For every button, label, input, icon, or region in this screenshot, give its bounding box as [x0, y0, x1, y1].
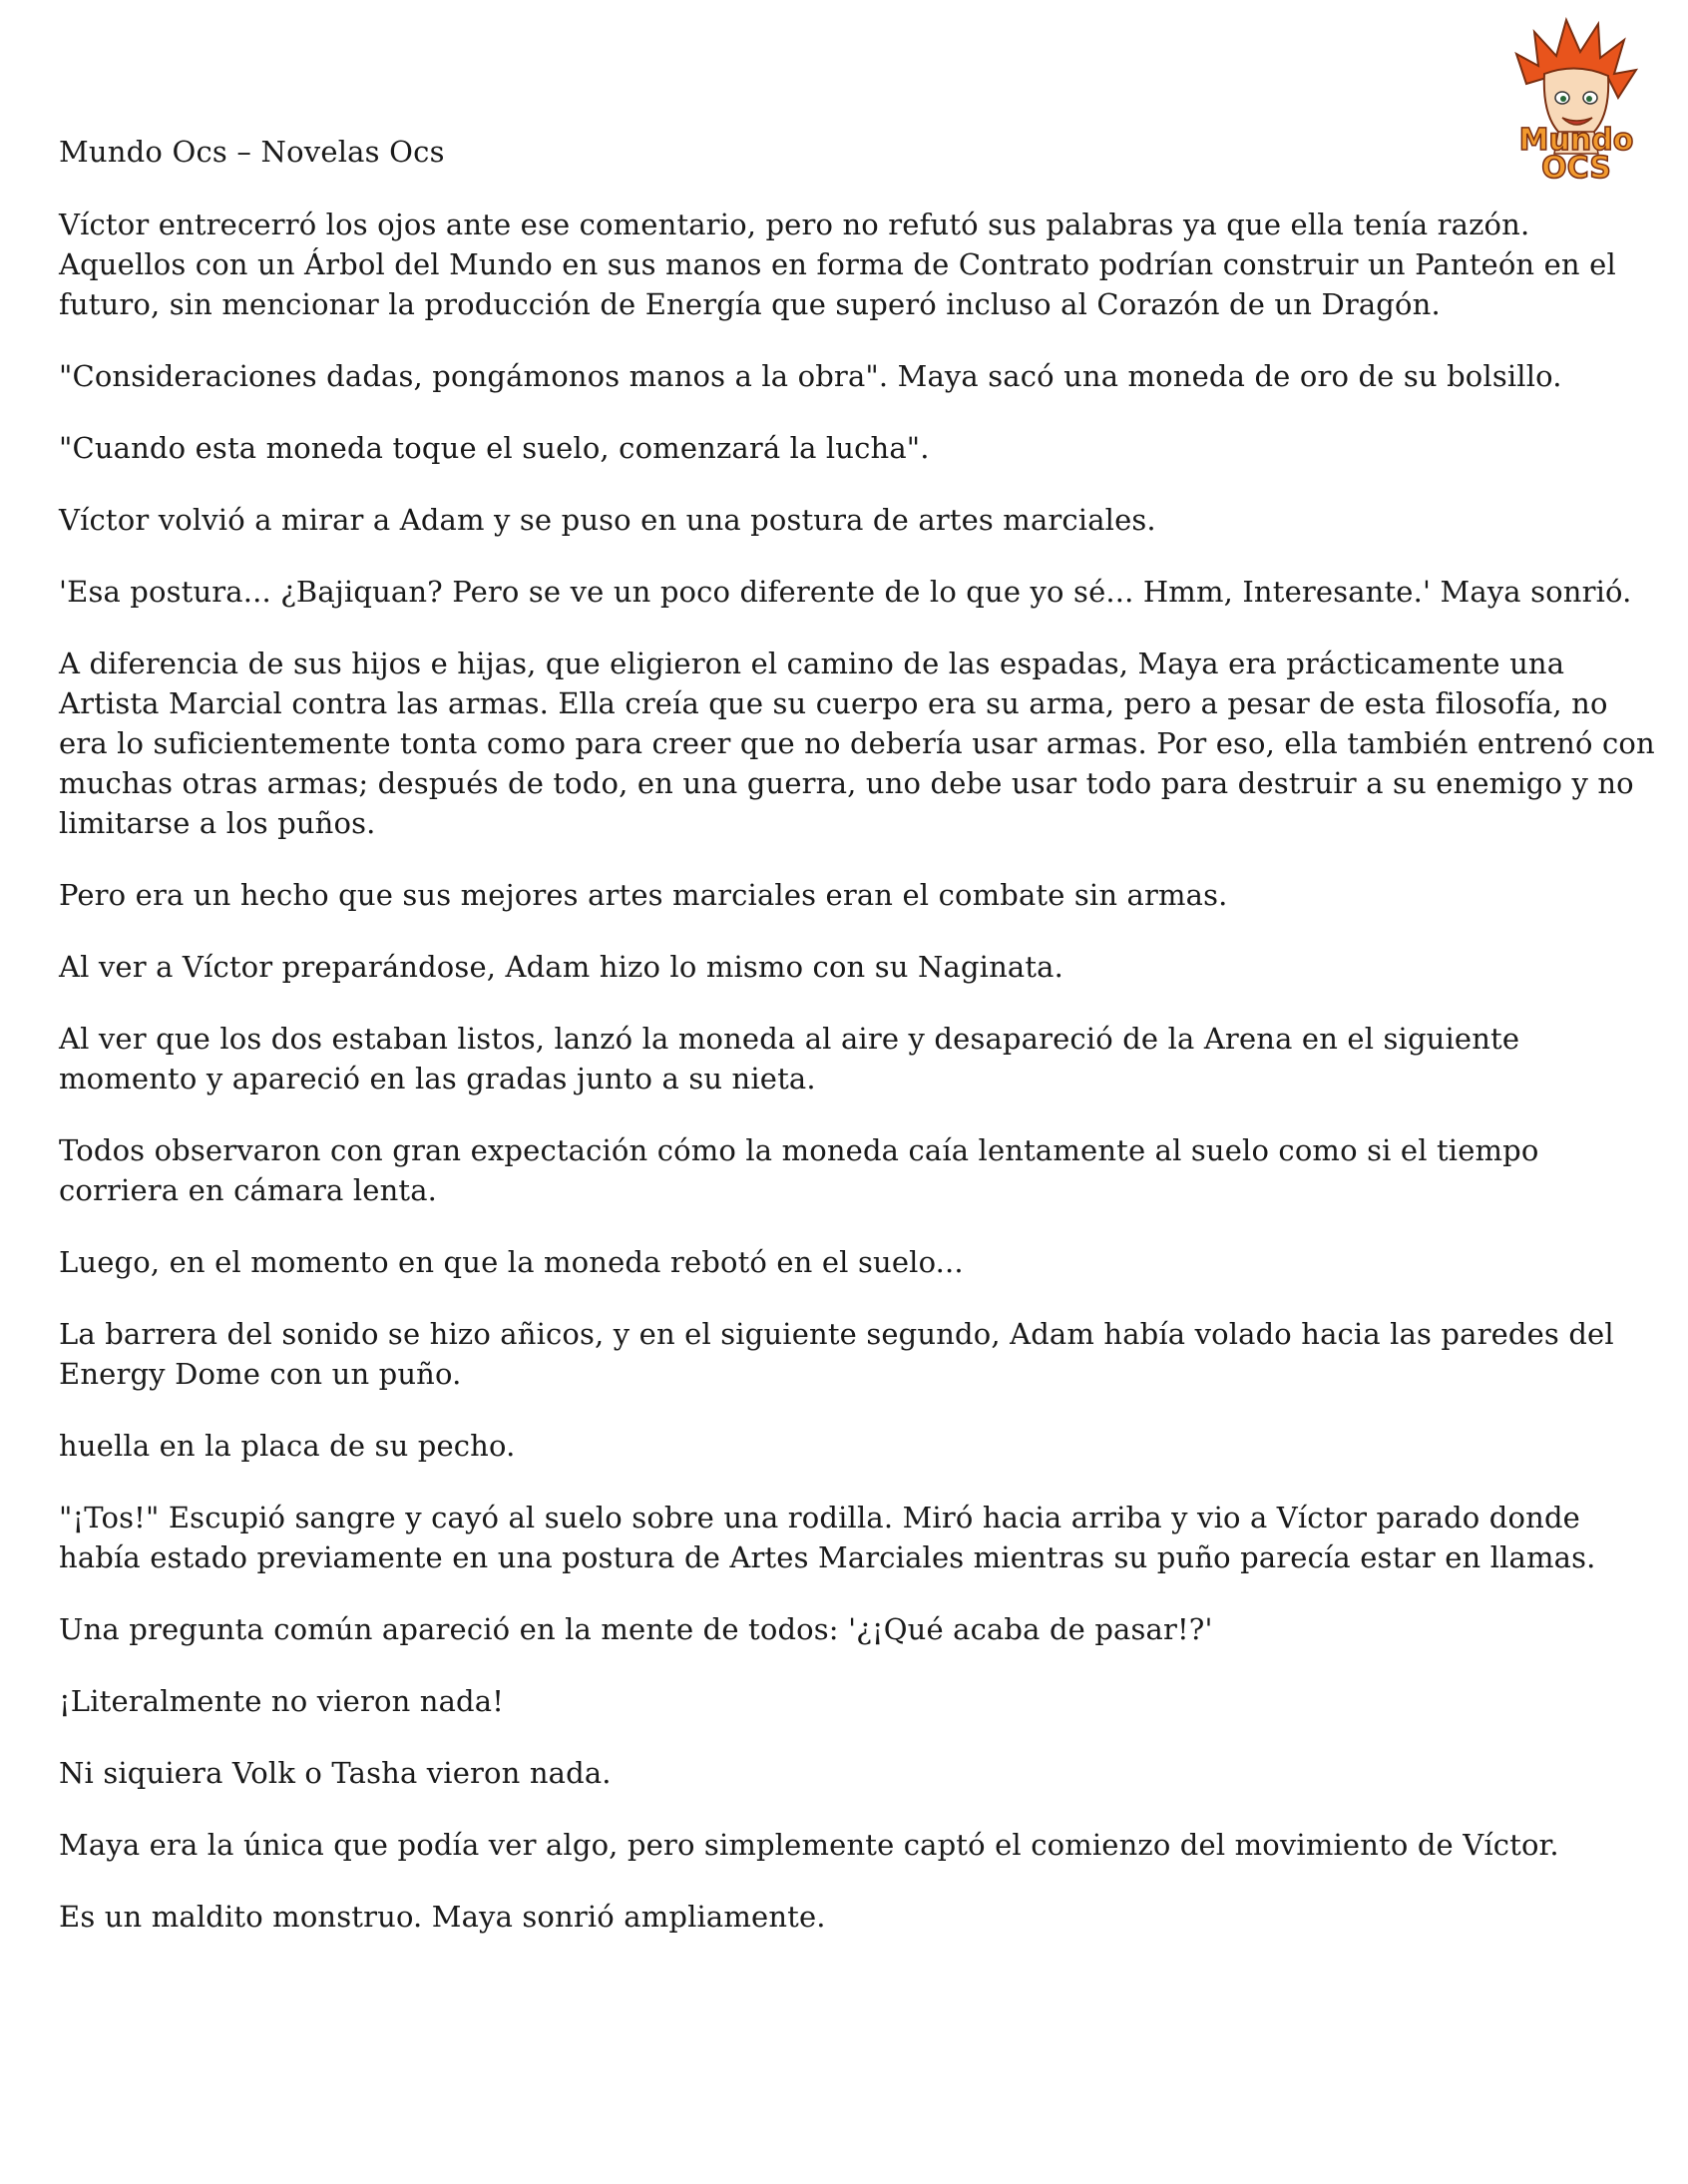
paragraph: Al ver que los dos estaban listos, lanzó la moneda al aire y desapareció de la Arena en el siguiente momento y apareció en las gradas junto a su nieta.	[59, 1022, 1520, 1095]
paragraph: Todos observaron con gran expectación cómo la moneda caía lentamente al suelo como si el tiempo corriera en cámara lenta.	[59, 1133, 1539, 1207]
mundo-ocs-logo	[1496, 14, 1656, 184]
page-header: Mundo Ocs – Novelas Ocs	[59, 135, 445, 169]
paragraph: Pero era un hecho que sus mejores artes marciales eran el combate sin armas.	[59, 878, 1228, 912]
story-content	[59, 205, 1655, 1968]
paragraph: A diferencia de sus hijos e hijas, que eligieron el camino de las espadas, Maya era prácticamente una Artista Marcial contra las armas. Ella creía que su cuerpo era su arma, pero a pesar de esta filosofía, no era lo suficientemente tonta como para creer que no debería usar armas. Por eso, ella también entrenó con muchas otras armas; después de todo, en una guerra, uno debe usar todo para destruir a su enemigo y no limitarse a los puños.	[59, 647, 1655, 840]
paragraph: Víctor entrecerró los ojos ante ese comentario, pero no refutó sus palabras ya que ella tenía razón. Aquellos con un Árbol del Mundo en sus manos en forma de Contrato podrían construir un Panteón en el futuro, sin mencionar la producción de Energía que superó incluso al Corazón de un Dragón.	[59, 208, 1616, 321]
logo-text-mundo: Mundo	[1518, 123, 1634, 158]
paragraph: huella en la placa de su pecho.	[59, 1429, 516, 1463]
paragraph: La barrera del sonido se hizo añicos, y en el siguiente segundo, Adam había volado hacia las paredes del Energy Dome con un puño.	[59, 1317, 1614, 1391]
paragraph: Una pregunta común apareció en la mente de todos: '¿¡Qué acaba de pasar!?'	[59, 1612, 1213, 1646]
logo-graphic	[1496, 14, 1656, 184]
paragraph: Es un maldito monstruo. Maya sonrió ampliamente.	[59, 1900, 826, 1934]
paragraph: Víctor volvió a mirar a Adam y se puso en una postura de artes marciales.	[59, 503, 1156, 537]
paragraph: "¡Tos!" Escupió sangre y cayó al suelo sobre una rodilla. Miró hacia arriba y vio a Víctor parado donde había estado previamente en una postura de Artes Marciales mientras su puño parecía estar en llamas.	[59, 1501, 1596, 1574]
paragraph: 'Esa postura... ¿Bajiquan? Pero se ve un poco diferente de lo que yo sé... Hmm, Interesante.' Maya sonrió.	[59, 575, 1632, 609]
paragraph: "Consideraciones dadas, pongámonos manos a la obra". Maya sacó una moneda de oro de su bolsillo.	[59, 359, 1562, 393]
paragraph: "Cuando esta moneda toque el suelo, comenzará la lucha".	[59, 431, 930, 465]
paragraph: Ni siquiera Volk o Tasha vieron nada.	[59, 1756, 612, 1790]
logo-text-ocs: OCS	[1541, 151, 1611, 184]
paragraph: Al ver a Víctor preparándose, Adam hizo lo mismo con su Naginata.	[59, 950, 1063, 984]
paragraph: Maya era la única que podía ver algo, pero simplemente captó el comienzo del movimiento de Víctor.	[59, 1828, 1559, 1862]
paragraph: ¡Literalmente no vieron nada!	[59, 1684, 505, 1718]
paragraph: Luego, en el momento en que la moneda rebotó en el suelo...	[59, 1245, 964, 1279]
